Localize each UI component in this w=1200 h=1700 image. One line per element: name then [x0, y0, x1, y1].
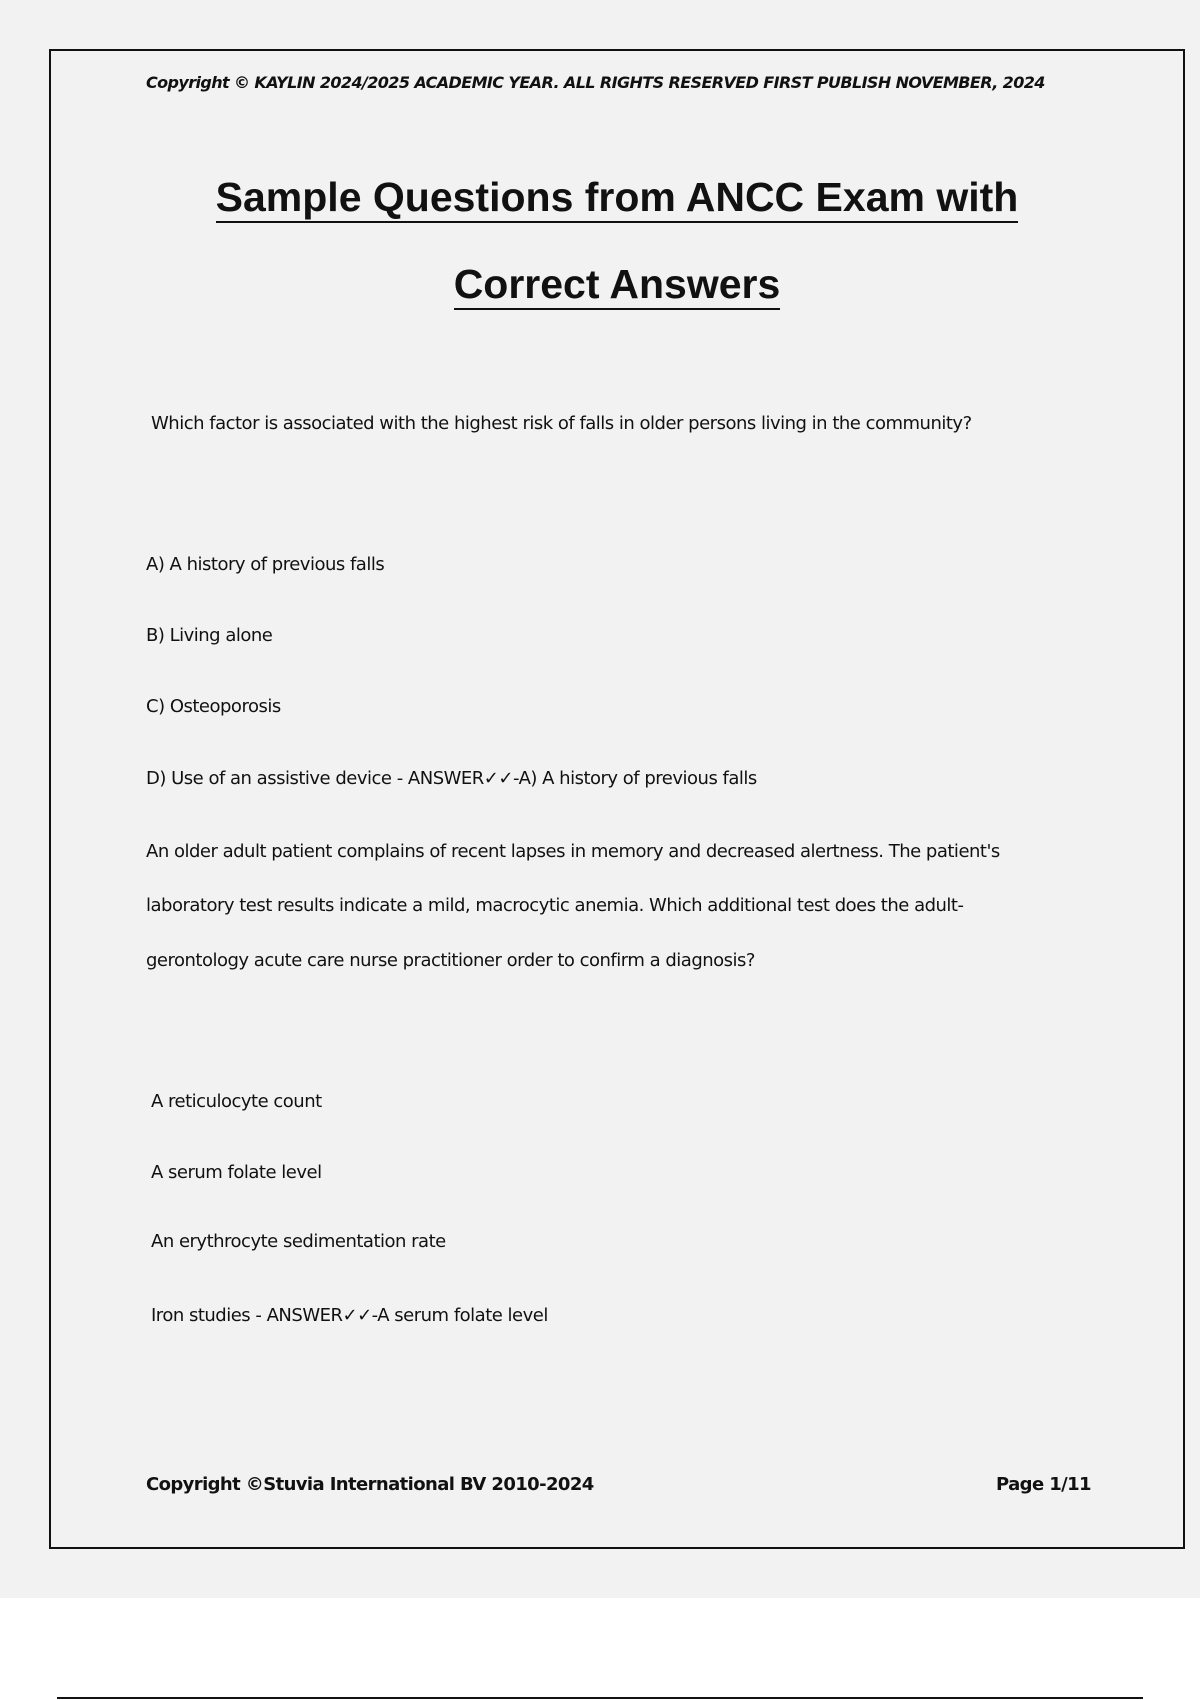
footer-copyright: Copyright ©Stuvia International BV 2010-2024	[146, 1474, 594, 1495]
question-2-option-3: An erythrocyte sedimentation rate	[151, 1231, 446, 1252]
question-1-option-b: B) Living alone	[146, 625, 273, 646]
question-2-stem-line-1: An older adult patient complains of recent lapses in memory and decreased alertness. The patient's	[146, 841, 1000, 862]
document-title-line-1	[120, 174, 1114, 220]
header-copyright: Copyright © KAYLIN 2024/2025 ACADEMIC YEAR. ALL RIGHTS RESERVED FIRST PUBLISH NOVEMBER, 2024	[146, 73, 1045, 92]
title-text-1: Sample Questions from ANCC Exam with	[216, 174, 1019, 223]
question-2-stem-line-2: laboratory test results indicate a mild, macrocytic anemia. Which additional test does the adult-	[146, 895, 964, 916]
question-2-stem-line-3: gerontology acute care nurse practitioner order to confirm a diagnosis?	[146, 950, 755, 971]
question-2-option-4-answer: Iron studies - ANSWER✓✓-A serum folate level	[151, 1305, 548, 1326]
question-2-option-2: A serum folate level	[151, 1162, 322, 1183]
title-text-2: Correct Answers	[454, 261, 781, 310]
question-1-option-d-answer: D) Use of an assistive device - ANSWER✓✓-A) A history of previous falls	[146, 768, 757, 789]
question-2-option-1: A reticulocyte count	[151, 1091, 322, 1112]
question-1-stem: Which factor is associated with the highest risk of falls in older persons living in the community?	[151, 413, 972, 434]
question-1-option-a: A) A history of previous falls	[146, 554, 385, 575]
document-title-line-2	[120, 261, 1114, 307]
next-page-divider	[57, 1697, 1143, 1699]
question-1-option-c: C) Osteoporosis	[146, 696, 281, 717]
page-number: Page 1/11	[996, 1474, 1091, 1495]
